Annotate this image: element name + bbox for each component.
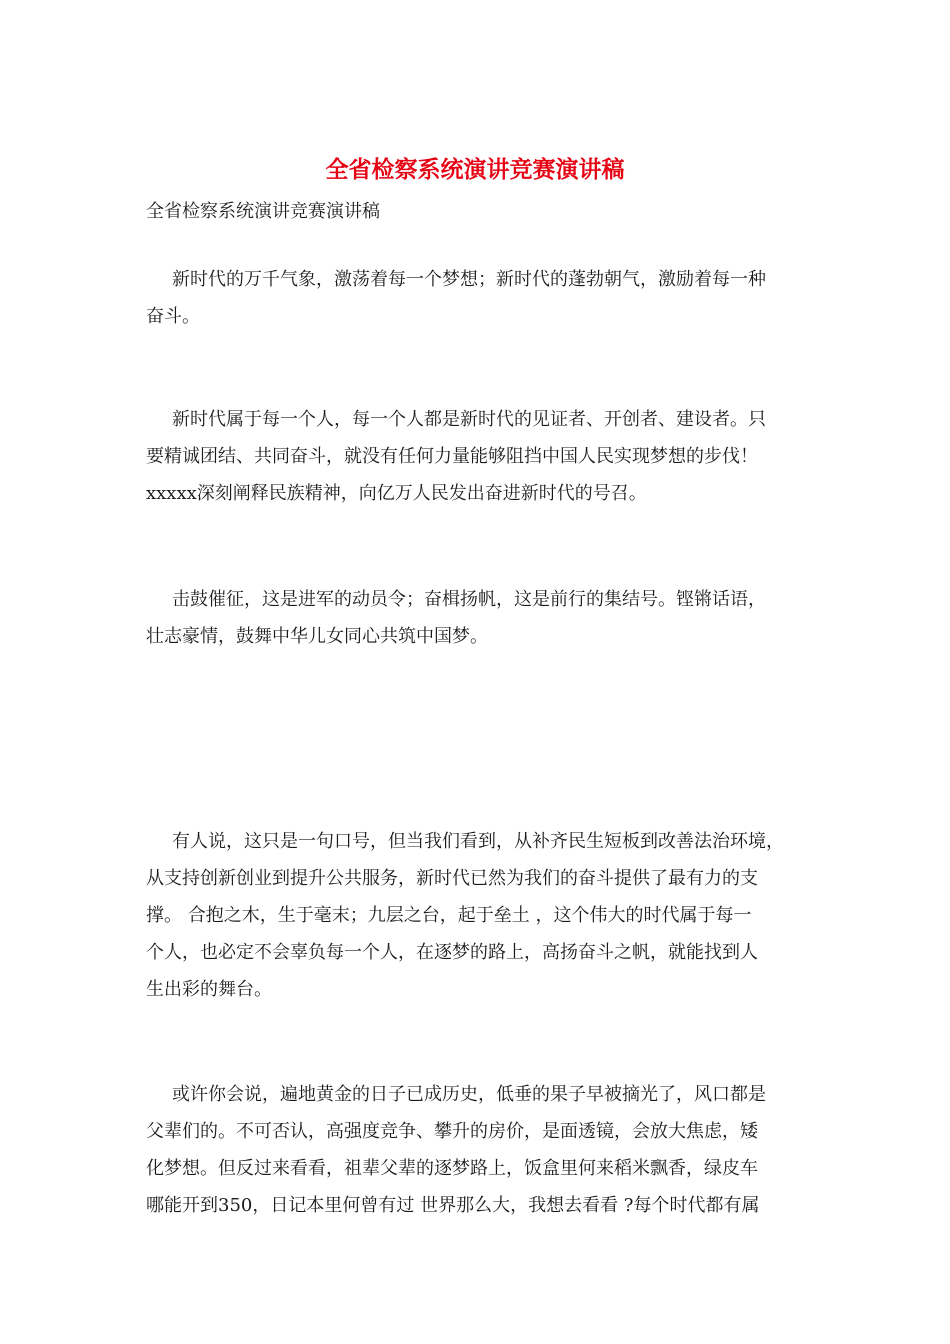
paragraph-line: 哪能开到350，日记本里何曾有过 世界那么大，我想去看看 ?每个时代都有属 xyxy=(146,1195,760,1216)
paragraph-line: 击鼓催征，这是进军的动员令；奋楫扬帆，这是前行的集结号。铿锵话语， xyxy=(172,589,766,610)
paragraph-line: 生出彩的舞台。 xyxy=(146,979,272,1000)
paragraph-4 xyxy=(146,823,818,1008)
document-title: 全省检察系统演讲竞赛演讲稿 xyxy=(325,156,625,183)
paragraph-line: 奋斗。 xyxy=(146,306,200,327)
paragraph-line: 或许你会说，遍地黄金的日子已成历史，低垂的果子早被摘光了，风口都是 xyxy=(172,1084,766,1105)
paragraph-line: 要精诚团结、共同奋斗，就没有任何力量能够阻挡中国人民实现梦想的步伐！ xyxy=(146,446,758,467)
paragraph-5 xyxy=(146,1076,818,1224)
paragraph-3 xyxy=(146,581,818,655)
paragraph-1 xyxy=(146,261,818,335)
paragraph-line: 壮志豪情，鼓舞中华儿女同心共筑中国梦。 xyxy=(146,626,488,647)
paragraph-line: 新时代的万千气象，激荡着每一个梦想；新时代的蓬勃朝气，激励着每一种 xyxy=(172,269,766,290)
paragraph-line: xxxxx深刻阐释民族精神，向亿万人民发出奋进新时代的号召。 xyxy=(146,483,647,504)
paragraph-line: 父辈们的。不可否认，高强度竞争、攀升的房价，是面透镜，会放大焦虑，矮 xyxy=(146,1121,758,1142)
paragraph-line: 撑。 合抱之木，生于毫末；九层之台，起于垒土 ，这个伟大的时代属于每一 xyxy=(146,905,752,926)
paragraph-line: 个人，也必定不会辜负每一个人，在逐梦的路上，高扬奋斗之帆，就能找到人 xyxy=(146,942,758,963)
document-subtitle: 全省检察系统演讲竞赛演讲稿 xyxy=(146,201,380,222)
paragraph-line: 化梦想。但反过来看看，祖辈父辈的逐梦路上，饭盒里何来稻米飘香，绿皮车 xyxy=(146,1158,758,1179)
paragraph-2 xyxy=(146,401,818,512)
paragraph-line: 有人说，这只是一句口号，但当我们看到，从补齐民生短板到改善法治环境， xyxy=(172,831,784,852)
paragraph-line: 新时代属于每一个人，每一个人都是新时代的见证者、开创者、建设者。只 xyxy=(172,409,766,430)
paragraph-line: 从支持创新创业到提升公共服务，新时代已然为我们的奋斗提供了最有力的支 xyxy=(146,868,758,889)
